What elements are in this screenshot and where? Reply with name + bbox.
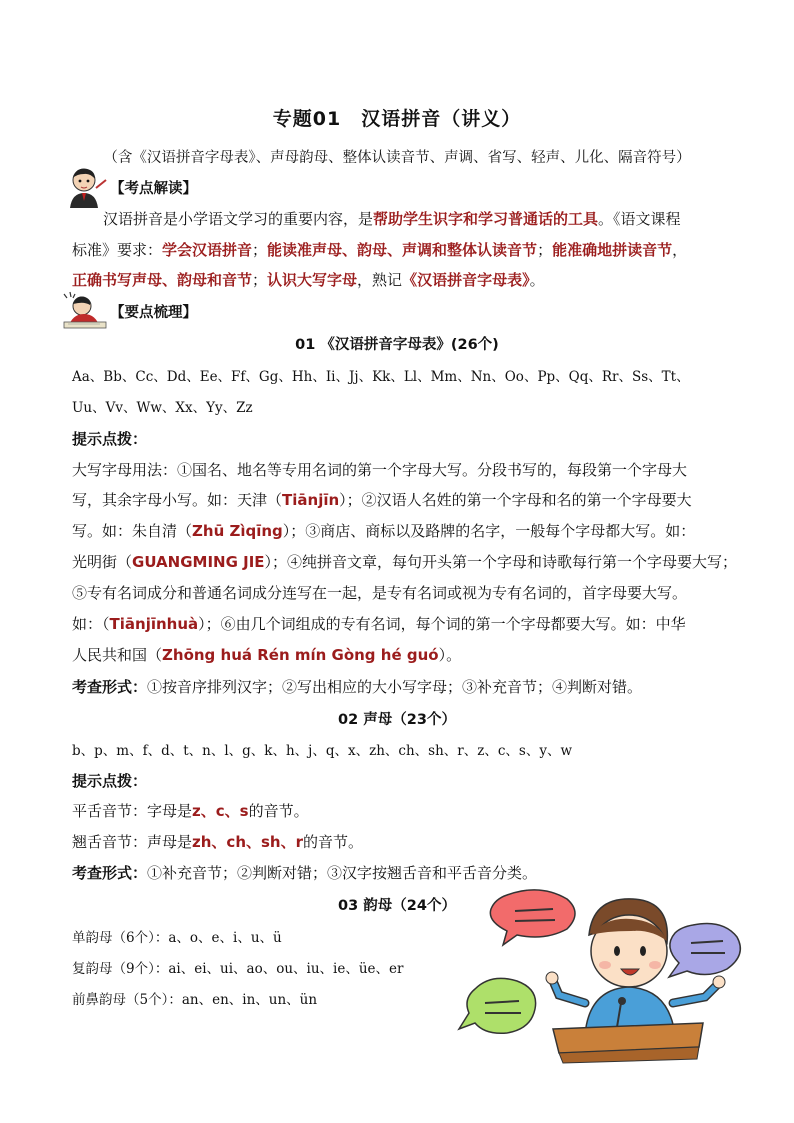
initials-list: b、p、m、f、d、t、n、l、g、k、h、j、q、x、zh、ch、sh、r、z、c、s、y、w — [72, 743, 573, 759]
yaodian-header: 【要点梳理】 — [110, 305, 197, 321]
exam-form-01: 考查形式：①按音序排列汉字；②写出相应的大小写字母；③补充音节；④判断对错。 — [72, 678, 643, 696]
tip-p7: 人民共和国（Zhōng huá Rén mín Gòng hé guó）。 — [72, 646, 462, 664]
kaodian-line-2: 标准》要求：学会汉语拼音；能读准声母、韵母、声调和整体认读音节；能准确地拼读音节， — [72, 241, 688, 259]
tip-p3: 写。如：朱自清（Zhū Zìqīng）；③商店、商标以及路牌的名字，一般每个字母都大写。如： — [72, 522, 696, 540]
page-title: 专题01 汉语拼音（讲义） — [272, 108, 522, 130]
tip-p4: 光明街（GUANGMING JIE）；④纯拼音文章，每句开头第一个字母和诗歌每行第一个字母要大写； — [72, 553, 738, 571]
tip-label-01: 提示点拨： — [72, 430, 148, 448]
tip-label-02: 提示点拨： — [72, 772, 148, 790]
alphabet-line-1: Aa、Bb、Cc、Dd、Ee、Ff、Gg、Hh、Ii、Jj、Kk、Ll、Mm、Nn、Oo、Pp、Qq、Rr、Ss、Tt、 — [72, 369, 690, 385]
alphabet-line-2: Uu、Vv、Ww、Xx、Yy、Zz — [72, 400, 253, 416]
tip-p1: 大写字母用法：①国名、地名等专用名词的第一个字母大写。分段书写的，每段第一个字母大 — [72, 461, 688, 479]
curled-tongue-line: 翘舌音节：声母是zh、ch、sh、r的音节。 — [72, 833, 364, 851]
compound-finals: 复韵母（9个）：ai、ei、ui、ao、ou、iu、ie、üe、er — [72, 961, 404, 977]
section-02-heading: 02 声母（23个） — [338, 712, 456, 728]
single-finals: 单韵母（6个）：a、o、e、i、u、ü — [72, 930, 282, 946]
flat-tongue-line: 平舌音节：字母是z、c、s的音节。 — [72, 802, 309, 820]
boy-speaking-illustration — [455, 885, 755, 1065]
kaodian-line-3: 正确书写声母、韵母和音节；认识大写字母，熟记《汉语拼音字母表》。 — [72, 271, 545, 289]
tip-p6: 如：（Tiānjīnhuà）；⑥由几个词组成的专有名词，每个词的第一个字母都要大写。如：中华 — [72, 615, 686, 633]
tip-p5: ⑤专有名词成分和普通名词成分连写在一起，是专有名词或视为专有名词的，首字母要大写。 — [72, 584, 688, 602]
exam-form-02: 考查形式：①补充音节；②判断对错；③汉字按翘舌音和平舌音分类。 — [72, 864, 538, 882]
student-studying-icon — [60, 290, 108, 330]
page-subtitle: （含《汉语拼音字母表》、声母韵母、整体认读音节、声调、省写、轻声、儿化、隔音符号） — [103, 150, 691, 166]
kaodian-header: 【考点解读】 — [110, 181, 197, 197]
section-03-heading: 03 韵母（24个） — [338, 898, 456, 914]
front-nasal-finals: 前鼻韵母（5个）：an、en、in、un、ün — [72, 992, 318, 1008]
section-01-heading: 01 《汉语拼音字母表》(26个) — [295, 337, 499, 353]
teacher-icon — [64, 164, 108, 208]
tip-p2: 写，其余字母小写。如：天津（Tiānjīn）；②汉语人名姓的第一个字母和名的第一个字母要大 — [72, 491, 692, 509]
kaodian-line-1: 汉语拼音是小学语文学习的重要内容，是帮助学生识字和学习普通话的工具。《语文课程 — [103, 210, 681, 228]
